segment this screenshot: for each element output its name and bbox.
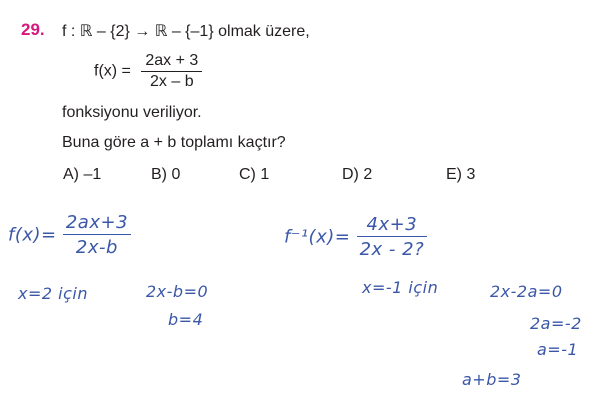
hand-finv-denominator: 2x - 2?	[359, 239, 425, 260]
option-b[interactable]: B) 0	[151, 166, 181, 183]
hand-x-equals-2: x=2 için	[18, 284, 88, 303]
hand-finv-fraction	[357, 214, 428, 260]
option-d[interactable]: D) 2	[342, 166, 373, 183]
hand-eq-a3: a=-1	[537, 340, 579, 359]
hand-f-denominator: 2x-b	[75, 237, 118, 258]
function-definition	[94, 52, 202, 91]
hand-x-equals-minus1: x=-1 için	[362, 278, 439, 297]
hand-finv-numerator: 4x+3	[357, 214, 428, 237]
question-number: 29.	[21, 20, 45, 39]
function-lhs: f(x) =	[94, 62, 131, 80]
handwritten-inverse	[284, 214, 427, 260]
option-a[interactable]: A) –1	[63, 166, 102, 183]
hand-eq-a1: 2x-2a=0	[490, 282, 563, 301]
hand-eq-sum: a+b=3	[462, 370, 522, 389]
hand-eq-b1: 2x-b=0	[146, 282, 209, 301]
question-stem: f : ℝ – {2} → ℝ – {–1} olmak üzere,	[62, 23, 310, 40]
hand-f-lhs: f(x)=	[8, 224, 57, 246]
option-c[interactable]: C) 1	[239, 166, 270, 183]
handwritten-function	[8, 212, 131, 258]
hand-finv-lhs: f⁻¹(x)=	[284, 226, 351, 248]
function-numerator: 2ax + 3	[141, 52, 202, 72]
function-fraction	[141, 52, 202, 91]
hand-eq-b2: b=4	[168, 310, 204, 329]
question-line-2: fonksiyonu veriliyor.	[62, 104, 202, 121]
hand-f-fraction	[63, 212, 131, 258]
hand-f-numerator: 2ax+3	[63, 212, 131, 235]
function-denominator: 2x – b	[150, 73, 194, 90]
option-e[interactable]: E) 3	[446, 166, 476, 183]
hand-eq-a2: 2a=-2	[530, 314, 582, 333]
question-line-3: Buna göre a + b toplamı kaçtır?	[62, 134, 286, 151]
